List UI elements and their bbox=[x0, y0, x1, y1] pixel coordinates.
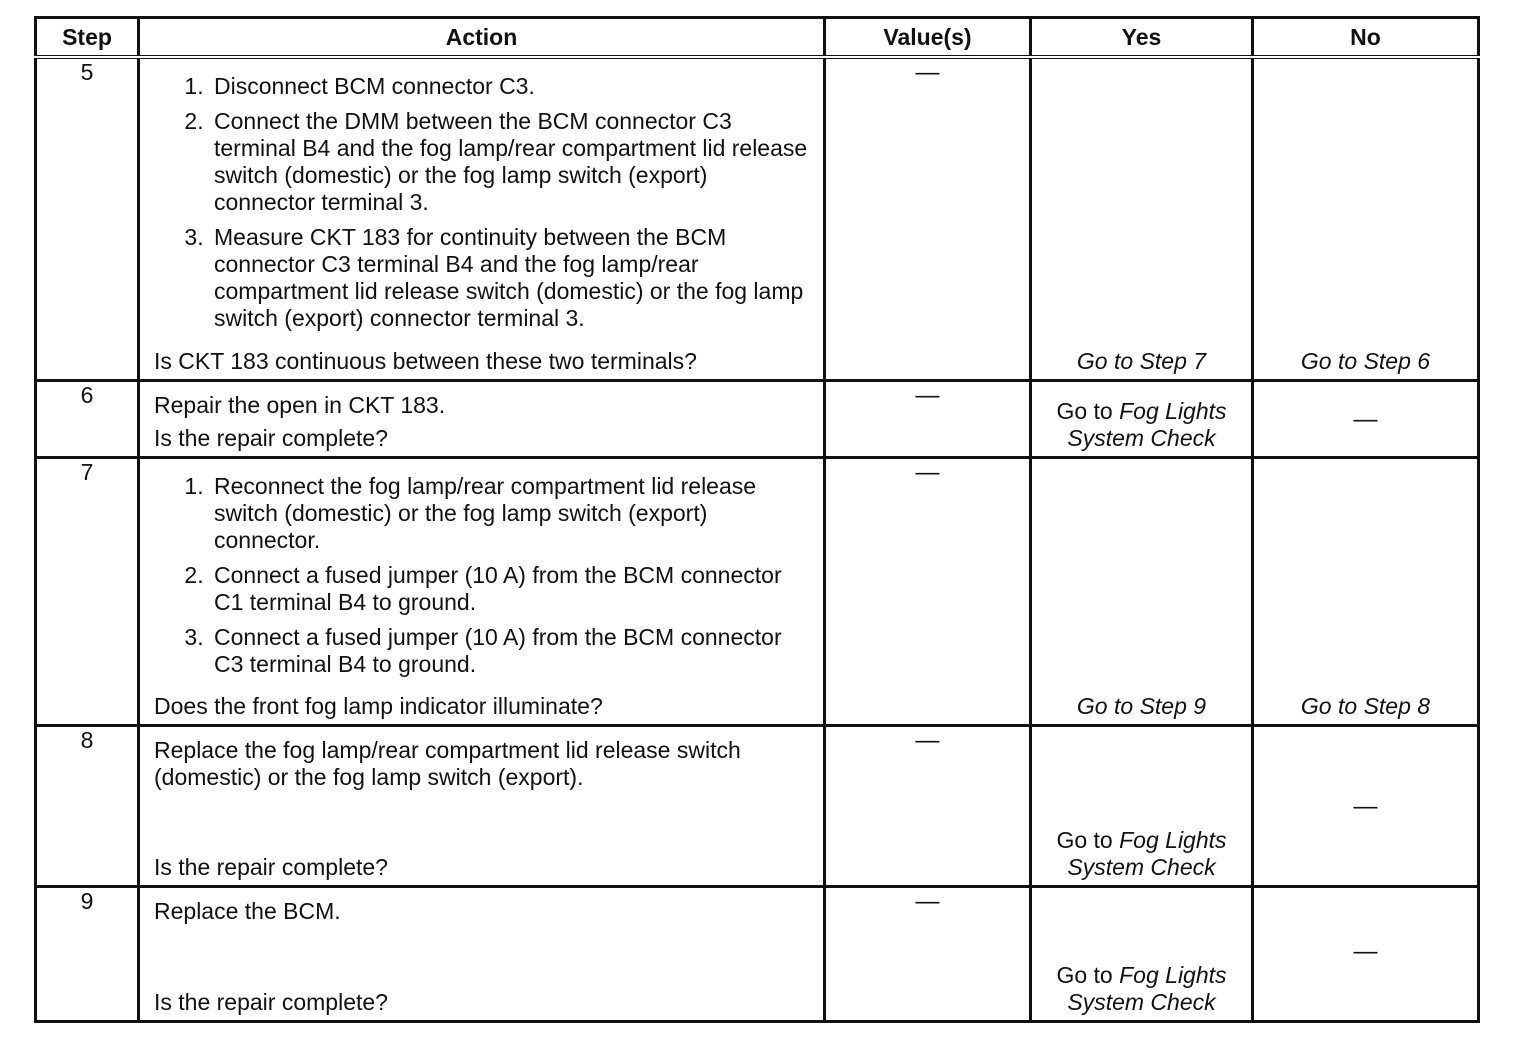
action-question: Is the repair complete? bbox=[154, 425, 388, 451]
value-cell bbox=[825, 458, 1031, 726]
fog-lights-link[interactable]: Fog Lights bbox=[1119, 398, 1227, 424]
action-question: Does the front fog lamp indicator illuminate? bbox=[154, 693, 603, 719]
table-row-step-7 bbox=[36, 458, 1479, 726]
no-dash: — bbox=[1353, 938, 1378, 965]
action-text: Repair the open in CKT 183. bbox=[154, 392, 446, 418]
table-row-step-8 bbox=[36, 726, 1479, 887]
no-result: Go to Step 6 bbox=[1300, 348, 1431, 374]
step-number: 8 bbox=[36, 726, 139, 887]
action-steps-list bbox=[154, 73, 811, 332]
header-row bbox=[36, 18, 1479, 58]
no-dash: — bbox=[1353, 793, 1378, 820]
diagnostic-table bbox=[34, 16, 1480, 1023]
step-number: 5 bbox=[36, 57, 139, 381]
yes-prefix: Go to bbox=[1056, 398, 1120, 424]
value-dash: — bbox=[915, 382, 940, 409]
value-cell bbox=[825, 57, 1031, 381]
value-cell bbox=[825, 887, 1031, 1022]
yes-result bbox=[1032, 398, 1251, 452]
value-dash: — bbox=[915, 59, 940, 86]
value-dash: — bbox=[915, 727, 940, 754]
action-step: 2. Connect a fused jumper (10 A) from the BCM connector C1 terminal B4 to ground. bbox=[210, 562, 811, 616]
header-action: Action bbox=[139, 18, 825, 58]
action-question: Is the repair complete? bbox=[154, 854, 388, 880]
yes-prefix: Go to bbox=[1056, 962, 1120, 988]
action-step: 2. Connect the DMM between the BCM connector C3 terminal B4 and the fog lamp/rear compartment lid release switch (domestic) or the fog lamp switch (export) connector terminal 3. bbox=[210, 108, 811, 216]
fog-lights-link[interactable]: Fog Lights bbox=[1119, 827, 1227, 853]
action-step: 3. Measure CKT 183 for continuity between the BCM connector C3 terminal B4 and the fog lamp/rear compartment lid release switch (domestic) or the fog lamp switch (export) connector terminal 3. bbox=[210, 224, 811, 332]
action-question: Is CKT 183 continuous between these two terminals? bbox=[154, 348, 697, 374]
fog-lights-link[interactable]: Fog Lights bbox=[1119, 962, 1227, 988]
header-values: Value(s) bbox=[825, 18, 1031, 58]
yes-prefix: Go to bbox=[1056, 827, 1120, 853]
value-dash: — bbox=[915, 888, 940, 915]
yes-result: Go to Step 7 bbox=[1076, 348, 1207, 374]
action-text: Replace the fog lamp/rear compartment lid release switch (domestic) or the fog lamp switch (export). bbox=[154, 737, 741, 790]
action-cell bbox=[139, 381, 825, 458]
table-row-step-6 bbox=[36, 381, 1479, 458]
no-cell bbox=[1253, 726, 1479, 887]
step-number: 9 bbox=[36, 887, 139, 1022]
yes-result: Go to Step 9 bbox=[1076, 693, 1207, 719]
no-cell bbox=[1253, 887, 1479, 1022]
step-number: 6 bbox=[36, 381, 139, 458]
yes-cell bbox=[1031, 381, 1253, 458]
value-dash: — bbox=[915, 459, 940, 486]
yes-cell bbox=[1031, 726, 1253, 887]
no-cell bbox=[1253, 458, 1479, 726]
yes-result bbox=[1032, 827, 1251, 881]
action-step: 3. Connect a fused jumper (10 A) from the BCM connector C3 terminal B4 to ground. bbox=[210, 624, 811, 678]
action-cell bbox=[139, 726, 825, 887]
yes-cell bbox=[1031, 57, 1253, 381]
value-cell bbox=[825, 381, 1031, 458]
header-yes: Yes bbox=[1031, 18, 1253, 58]
no-cell bbox=[1253, 381, 1479, 458]
system-check-link[interactable]: System Check bbox=[1067, 425, 1216, 451]
action-cell bbox=[139, 458, 825, 726]
header-no: No bbox=[1253, 18, 1479, 58]
system-check-link[interactable]: System Check bbox=[1067, 989, 1216, 1015]
table-row-step-9 bbox=[36, 887, 1479, 1022]
value-cell bbox=[825, 726, 1031, 887]
no-result: Go to Step 8 bbox=[1300, 693, 1431, 719]
action-step: 1. Reconnect the fog lamp/rear compartment lid release switch (domestic) or the fog lamp switch (export) connector. bbox=[210, 473, 811, 554]
yes-result bbox=[1032, 962, 1251, 1016]
yes-cell bbox=[1031, 458, 1253, 726]
action-question: Is the repair complete? bbox=[154, 989, 388, 1015]
action-step: 1. Disconnect BCM connector C3. bbox=[210, 73, 811, 100]
action-steps-list bbox=[154, 473, 811, 678]
table-row-step-5 bbox=[36, 57, 1479, 381]
no-cell bbox=[1253, 57, 1479, 381]
yes-cell bbox=[1031, 887, 1253, 1022]
step-number: 7 bbox=[36, 458, 139, 726]
action-cell bbox=[139, 57, 825, 381]
system-check-link[interactable]: System Check bbox=[1067, 854, 1216, 880]
action-cell bbox=[139, 887, 825, 1022]
no-dash: — bbox=[1353, 406, 1378, 433]
action-text: Replace the BCM. bbox=[154, 898, 341, 924]
header-step: Step bbox=[36, 18, 139, 58]
